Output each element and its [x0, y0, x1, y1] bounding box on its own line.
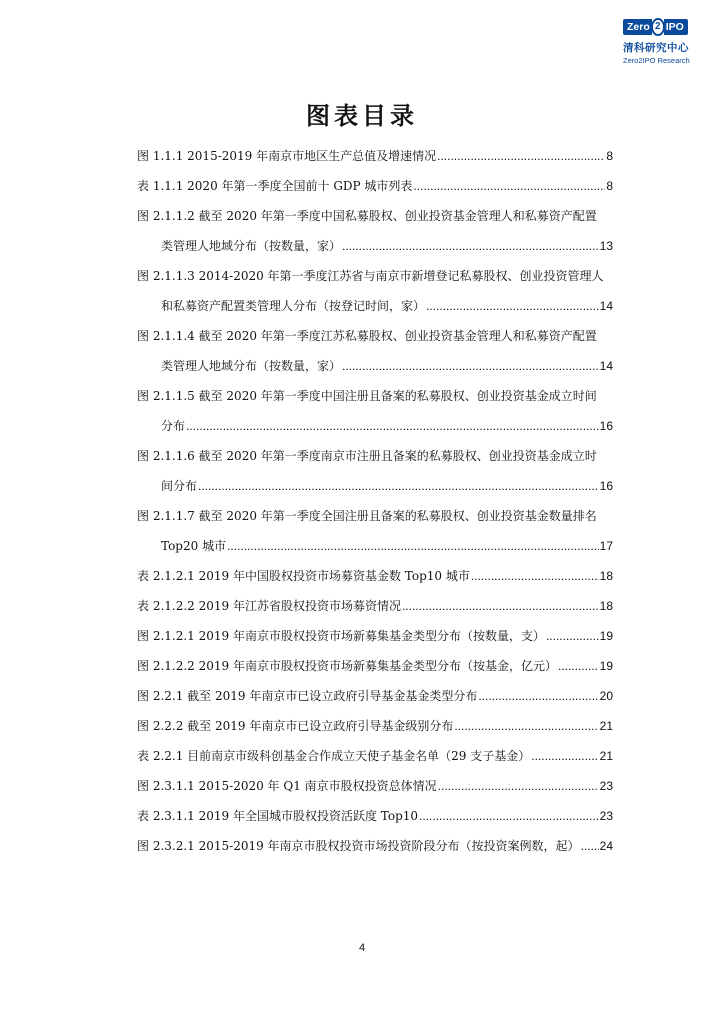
- toc-dot-leader: [419, 806, 599, 826]
- toc-dot-leader: [342, 236, 599, 256]
- toc-entry[interactable]: [137, 146, 613, 176]
- toc-page-number: 21: [599, 749, 613, 763]
- toc-entry-line: [137, 596, 613, 626]
- toc-entry-line: [137, 446, 613, 476]
- toc-entry-text: 图 2.1.2.2 2019 年南京市股权投资市场新募集基金类型分布（按基金，亿元）: [137, 659, 557, 673]
- logo-name-en: Zero2IPO Research: [623, 56, 690, 65]
- toc-dot-leader: [227, 536, 599, 556]
- toc-entry-text: 表 2.1.2.1 2019 年中国股权投资市场募资基金数 Top10 城市: [137, 569, 470, 583]
- toc-page-number: 14: [599, 359, 613, 373]
- toc-entry-text: 图 2.3.2.1 2015-2019 年南京市股权投资市场投资阶段分布（按投资案例数，起）: [137, 839, 580, 853]
- toc-entry-text: 类管理人地域分布（按数量，家）: [161, 239, 342, 253]
- toc-page-number: 24: [599, 839, 613, 853]
- toc-dot-leader: [478, 686, 598, 706]
- toc-entry-line: [137, 686, 613, 716]
- toc-entry-text: 图 1.1.1 2015-2019 年南京市地区生产总值及增速情况: [137, 149, 437, 163]
- toc-entry-line: [137, 506, 613, 536]
- toc-dot-leader: [426, 296, 599, 316]
- toc-entry-text: 图 2.3.1.1 2015-2020 年 Q1 南京市股权投资总体情况: [137, 779, 437, 793]
- toc-entry-continuation: [137, 236, 613, 266]
- toc-page-number: 18: [599, 569, 613, 583]
- toc-page-number: 8: [606, 149, 613, 163]
- toc-dot-leader: [454, 716, 598, 736]
- toc-entry[interactable]: [137, 656, 613, 686]
- toc-entry[interactable]: [137, 206, 613, 266]
- logo-mark: [623, 18, 693, 36]
- toc-page-number: 23: [599, 809, 613, 823]
- toc-page-number: 19: [599, 629, 613, 643]
- toc-page-number: 19: [599, 659, 613, 673]
- page-title: 图表目录: [306, 101, 418, 130]
- toc-entry-text: 表 2.3.1.1 2019 年全国城市股权投资活跃度 Top10: [137, 809, 419, 823]
- toc-dot-leader: [402, 596, 599, 616]
- toc-entry[interactable]: [137, 566, 613, 596]
- toc-entry-line: [137, 806, 613, 836]
- toc-entry-line: [137, 836, 613, 866]
- toc-entry-text: 图 2.1.1.2 截至 2020 年第一季度中国私募股权、创业投资基金管理人和私募资产配置: [137, 209, 597, 223]
- toc-entry-text: 图 2.2.1 截至 2019 年南京市已设立政府引导基金基金类型分布: [137, 689, 478, 703]
- toc-entry-line: [137, 656, 613, 686]
- toc-entry-line: [137, 146, 613, 176]
- toc-entry-line: [137, 386, 613, 416]
- toc-entry-text: Top20 城市: [161, 539, 227, 553]
- toc-entry-text: 表 2.1.2.2 2019 年江苏省股权投资市场募资情况: [137, 599, 401, 613]
- toc-dot-leader: [546, 626, 599, 646]
- toc-page-number: 17: [599, 539, 613, 553]
- toc-entry-text: 图 2.1.1.3 2014-2020 年第一季度江苏省与南京市新增登记私募股权、创业投资管理人: [137, 269, 604, 283]
- toc-entry-line: [137, 566, 613, 596]
- toc-entry-continuation: [137, 296, 613, 326]
- toc-entry[interactable]: [137, 596, 613, 626]
- toc-page-number: 20: [599, 689, 613, 703]
- toc-page-number: 14: [599, 299, 613, 313]
- toc-entry[interactable]: [137, 386, 613, 446]
- toc-entry[interactable]: [137, 506, 613, 566]
- toc-entry-text: 图 2.1.1.5 截至 2020 年第一季度中国注册且备案的私募股权、创业投资基金成立时间: [137, 389, 597, 403]
- toc-entry[interactable]: [137, 776, 613, 806]
- table-of-figures: [137, 146, 613, 866]
- zero2ipo-logo: [623, 18, 693, 65]
- toc-entry-text: 图 2.1.2.1 2019 年南京市股权投资市场新募集基金类型分布（按数量，支）: [137, 629, 545, 643]
- toc-entry[interactable]: [137, 326, 613, 386]
- toc-entry[interactable]: [137, 266, 613, 326]
- toc-dot-leader: [531, 746, 598, 766]
- toc-entry-line: [137, 266, 613, 296]
- toc-entry[interactable]: [137, 716, 613, 746]
- toc-entry-text: 图 2.2.2 截至 2019 年南京市已设立政府引导基金级别分布: [137, 719, 454, 733]
- toc-entry-text: 图 2.1.1.4 截至 2020 年第一季度江苏私募股权、创业投资基金管理人和私募资产配置: [137, 329, 597, 343]
- toc-entry[interactable]: [137, 176, 613, 206]
- toc-page-number: 23: [599, 779, 613, 793]
- toc-page-number: 18: [599, 599, 613, 613]
- toc-entry-line: [137, 746, 613, 776]
- toc-entry-continuation: [137, 476, 613, 506]
- toc-dot-leader: [198, 476, 599, 496]
- toc-entry[interactable]: [137, 746, 613, 776]
- toc-entry-line: [137, 206, 613, 236]
- toc-dot-leader: [558, 656, 599, 676]
- toc-entry-text: 类管理人地域分布（按数量，家）: [161, 359, 342, 373]
- toc-page-number: 8: [606, 179, 613, 193]
- toc-dot-leader: [438, 776, 599, 796]
- toc-entry-text: 图 2.1.1.6 截至 2020 年第一季度南京市注册且备案的私募股权、创业投资基金成立时: [137, 449, 597, 463]
- toc-entry-continuation: [137, 416, 613, 446]
- toc-entry[interactable]: [137, 626, 613, 656]
- toc-dot-leader: [437, 146, 605, 166]
- toc-dot-leader: [581, 836, 599, 856]
- toc-page-number: 16: [599, 479, 613, 493]
- toc-entry[interactable]: [137, 806, 613, 836]
- toc-dot-leader: [342, 356, 599, 376]
- logo-mark-right: IPO: [664, 19, 688, 35]
- toc-entry[interactable]: [137, 836, 613, 866]
- logo-name-cn: 清科研究中心: [623, 42, 689, 54]
- toc-entry-line: [137, 716, 613, 746]
- toc-entry-text: 间分布: [161, 479, 198, 493]
- toc-entry-line: [137, 776, 613, 806]
- toc-entry-text: 表 1.1.1 2020 年第一季度全国前十 GDP 城市列表: [137, 179, 413, 193]
- toc-page-number: 16: [599, 419, 613, 433]
- logo-mark-left: Zero: [623, 19, 652, 35]
- toc-dot-leader: [471, 566, 599, 586]
- toc-page-number: 13: [599, 239, 613, 253]
- toc-entry-text: 图 2.1.1.7 截至 2020 年第一季度全国注册且备案的私募股权、创业投资基金数量排名: [137, 509, 597, 523]
- toc-entry-text: 分布: [161, 419, 186, 433]
- toc-entry[interactable]: [137, 446, 613, 506]
- logo-mark-two: 2: [651, 18, 665, 36]
- toc-dot-leader: [413, 176, 605, 196]
- toc-entry-text: 表 2.2.1 目前南京市级科创基金合作成立天使子基金名单（29 支子基金）: [137, 749, 531, 763]
- page-number: 4: [358, 942, 366, 954]
- toc-entry-line: [137, 626, 613, 656]
- toc-entry-continuation: [137, 536, 613, 566]
- toc-entry[interactable]: [137, 686, 613, 716]
- toc-page-number: 21: [599, 719, 613, 733]
- toc-entry-text: 和私募资产配置类管理人分布（按登记时间，家）: [161, 299, 426, 313]
- toc-entry-continuation: [137, 356, 613, 386]
- toc-entry-line: [137, 326, 613, 356]
- toc-dot-leader: [186, 416, 599, 436]
- toc-entry-line: [137, 176, 613, 206]
